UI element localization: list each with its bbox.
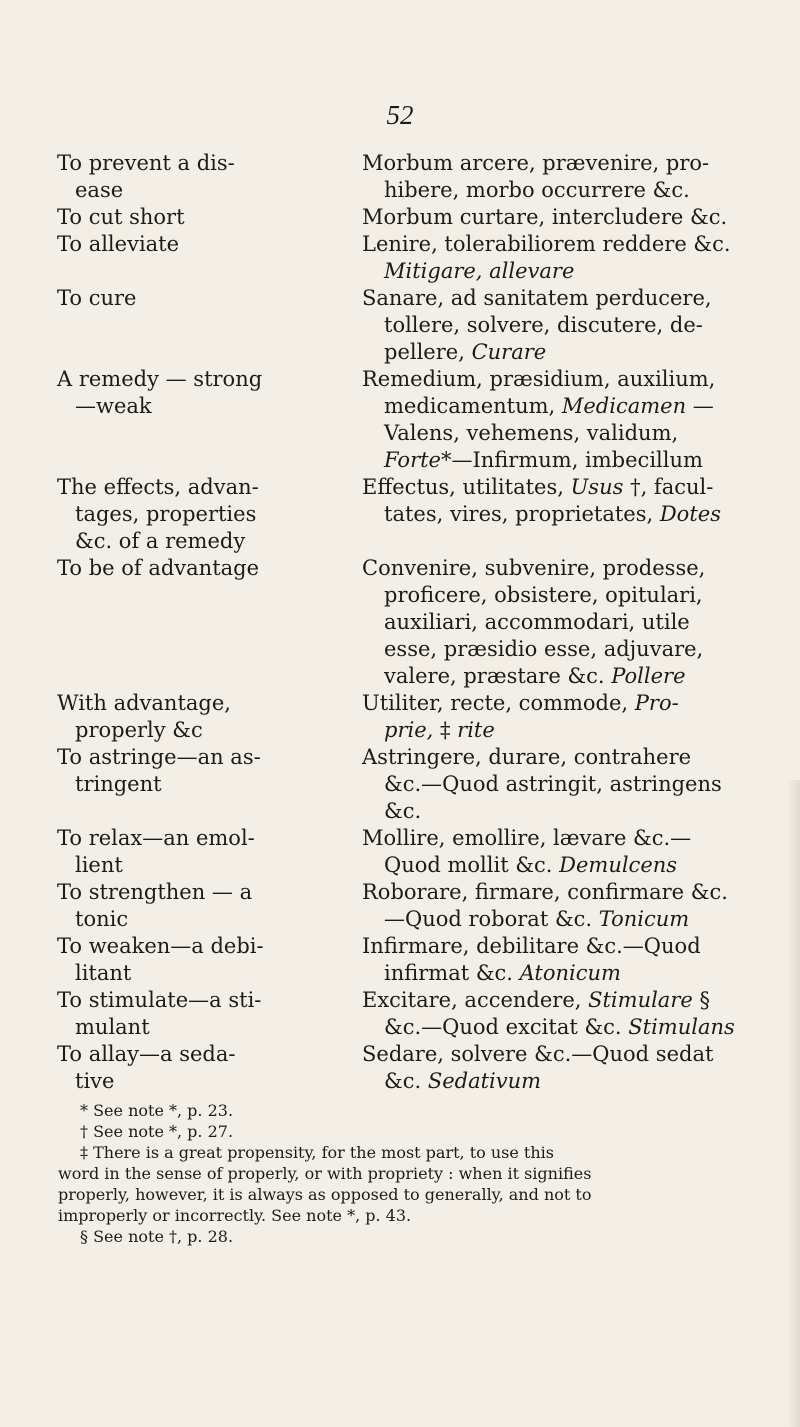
footnote-line: word in the sense of properly, or with propriety : when it signifies xyxy=(58,1164,592,1183)
latin-translation-line: &c. xyxy=(384,799,422,823)
english-term xyxy=(57,366,362,420)
footnote-line: properly, however, it is always as opposed to generally, and not to xyxy=(58,1185,592,1204)
latin-translation-line: Lenire, tolerabiliorem reddere &c. xyxy=(362,232,731,256)
glossary-entry xyxy=(57,555,771,690)
latin-translation-line: valere, præstare &c. Pollere xyxy=(384,664,686,688)
latin-translation xyxy=(362,690,771,744)
english-term xyxy=(57,987,362,1041)
latin-translation-line: &c.—Quod excitat &c. Stimulans xyxy=(384,1015,735,1039)
english-term-line: tages, properties xyxy=(75,502,257,526)
latin-translation-line: Morbum arcere, prævenire, pro- xyxy=(362,151,710,175)
english-term-line: tive xyxy=(75,1069,115,1093)
english-term xyxy=(57,474,362,555)
latin-translation-line: Mollire, emollire, lævare &c.— xyxy=(362,826,692,850)
english-term xyxy=(57,285,362,312)
latin-translation xyxy=(362,744,771,825)
footnote-line: † See note *, p. 27. xyxy=(80,1122,234,1141)
english-term xyxy=(57,933,362,987)
latin-translation-line: Remedium, præsidium, auxilium, xyxy=(362,367,716,391)
glossary-entry xyxy=(57,744,771,825)
latin-translation-line: Forte*—Infirmum, imbecillum xyxy=(384,448,703,472)
latin-translation-line: auxiliari, accommodari, utile xyxy=(384,610,690,634)
english-term-line: To cut short xyxy=(57,205,185,229)
english-term xyxy=(57,231,362,258)
english-term-line: &c. of a remedy xyxy=(75,529,246,553)
page-number: 52 xyxy=(386,100,414,130)
latin-translation xyxy=(362,366,771,474)
latin-translation xyxy=(362,933,771,987)
english-term-line: The effects, advan- xyxy=(57,475,259,499)
glossary-entry xyxy=(57,150,771,204)
english-term xyxy=(57,555,362,582)
latin-translation-line: infirmat &c. Atonicum xyxy=(384,961,621,985)
english-term-line: To weaken—a debi- xyxy=(57,934,264,958)
latin-translation-line: medicamentum, Medicamen — xyxy=(384,394,714,418)
page-edge-shadow xyxy=(788,780,800,1427)
latin-translation-line: Utiliter, recte, commode, Pro- xyxy=(362,691,679,715)
latin-translation xyxy=(362,474,771,528)
footnote-line: § See note †, p. 28. xyxy=(80,1227,234,1246)
english-term-line: To alleviate xyxy=(57,232,180,256)
english-term-line: mulant xyxy=(75,1015,150,1039)
latin-translation xyxy=(362,1041,771,1095)
english-term xyxy=(57,879,362,933)
latin-translation xyxy=(362,987,771,1041)
english-term-line: tringent xyxy=(75,772,162,796)
english-term xyxy=(57,744,362,798)
latin-translation-line: Quod mollit &c. Demulcens xyxy=(384,853,678,877)
latin-translation-line: Roborare, firmare, confirmare &c. xyxy=(362,880,728,904)
latin-translation-line: prie, ‡ rite xyxy=(384,718,495,742)
latin-translation-line: proficere, obsistere, opitulari, xyxy=(384,583,703,607)
glossary-entry xyxy=(57,231,771,285)
english-term xyxy=(57,150,362,204)
english-term-line: A remedy — strong xyxy=(57,367,263,391)
english-term-line: To relax—an emol- xyxy=(57,826,255,850)
english-term xyxy=(57,825,362,879)
latin-translation-line: —Quod roborat &c. Tonicum xyxy=(384,907,690,931)
glossary-entries xyxy=(57,150,771,1095)
english-term-line: With advantage, xyxy=(57,691,231,715)
latin-translation-line: pellere, Curare xyxy=(384,340,547,364)
latin-translation-line: Astringere, durare, contrahere xyxy=(362,745,692,769)
latin-translation xyxy=(362,150,771,204)
latin-translation-line: Infirmare, debilitare &c.—Quod xyxy=(362,934,701,958)
glossary-entry xyxy=(57,1041,771,1095)
footnote-line: * See note *, p. 23. xyxy=(80,1101,234,1120)
english-term-line: To strengthen — a xyxy=(57,880,253,904)
english-term-line: To astringe—an as- xyxy=(57,745,261,769)
english-term-line: lient xyxy=(75,853,123,877)
english-term-line: tonic xyxy=(75,907,129,931)
latin-translation xyxy=(362,825,771,879)
latin-translation-line: Sedare, solvere &c.—Quod sedat xyxy=(362,1042,714,1066)
latin-translation-line: tates, vires, proprietates, Dotes xyxy=(384,502,721,526)
latin-translation xyxy=(362,231,771,285)
english-term-line: —weak xyxy=(75,394,152,418)
english-term-line: To prevent a dis- xyxy=(57,151,235,175)
glossary-entry xyxy=(57,987,771,1041)
latin-translation-line: tollere, solvere, discutere, de- xyxy=(384,313,703,337)
latin-translation-line: Effectus, utilitates, Usus †, facul- xyxy=(362,475,714,499)
glossary-entry xyxy=(57,825,771,879)
glossary-entry xyxy=(57,366,771,474)
latin-translation-line: Excitare, accendere, Stimulare § xyxy=(362,988,710,1012)
english-term xyxy=(57,690,362,744)
latin-translation-line: Valens, vehemens, validum, xyxy=(384,421,679,445)
latin-translation-line: Mitigare, allevare xyxy=(384,259,575,283)
english-term-line: To stimulate—a sti- xyxy=(57,988,262,1012)
latin-translation-line: hibere, morbo occurrere &c. xyxy=(384,178,690,202)
glossary-entry xyxy=(57,474,771,555)
english-term-line: litant xyxy=(75,961,132,985)
latin-translation-line: &c.—Quod astringit, astringens xyxy=(384,772,722,796)
english-term xyxy=(57,1041,362,1095)
english-term-line: ease xyxy=(75,178,124,202)
glossary-entry xyxy=(57,933,771,987)
glossary-entry xyxy=(57,285,771,366)
glossary-entry xyxy=(57,690,771,744)
english-term-line: To cure xyxy=(57,286,137,310)
latin-translation xyxy=(362,555,771,690)
footnote-line: improperly or incorrectly. See note *, p. 43. xyxy=(58,1206,412,1225)
latin-translation xyxy=(362,285,771,366)
latin-translation xyxy=(362,879,771,933)
english-term-line: To allay—a seda- xyxy=(57,1042,236,1066)
latin-translation-line: Morbum curtare, intercludere &c. xyxy=(362,205,728,229)
latin-translation-line: Convenire, subvenire, prodesse, xyxy=(362,556,706,580)
english-term-line: properly &c xyxy=(75,718,203,742)
latin-translation xyxy=(362,204,771,231)
glossary-entry xyxy=(57,204,771,231)
latin-translation-line: Sanare, ad sanitatem perducere, xyxy=(362,286,712,310)
english-term xyxy=(57,204,362,231)
footnotes xyxy=(58,1100,770,1247)
latin-translation-line: esse, præsidio esse, adjuvare, xyxy=(384,637,704,661)
glossary-entry xyxy=(57,879,771,933)
footnote-line: ‡ There is a great propensity, for the most part, to use this xyxy=(80,1143,554,1162)
latin-translation-line: &c. Sedativum xyxy=(384,1069,542,1093)
english-term-line: To be of advantage xyxy=(57,556,260,580)
